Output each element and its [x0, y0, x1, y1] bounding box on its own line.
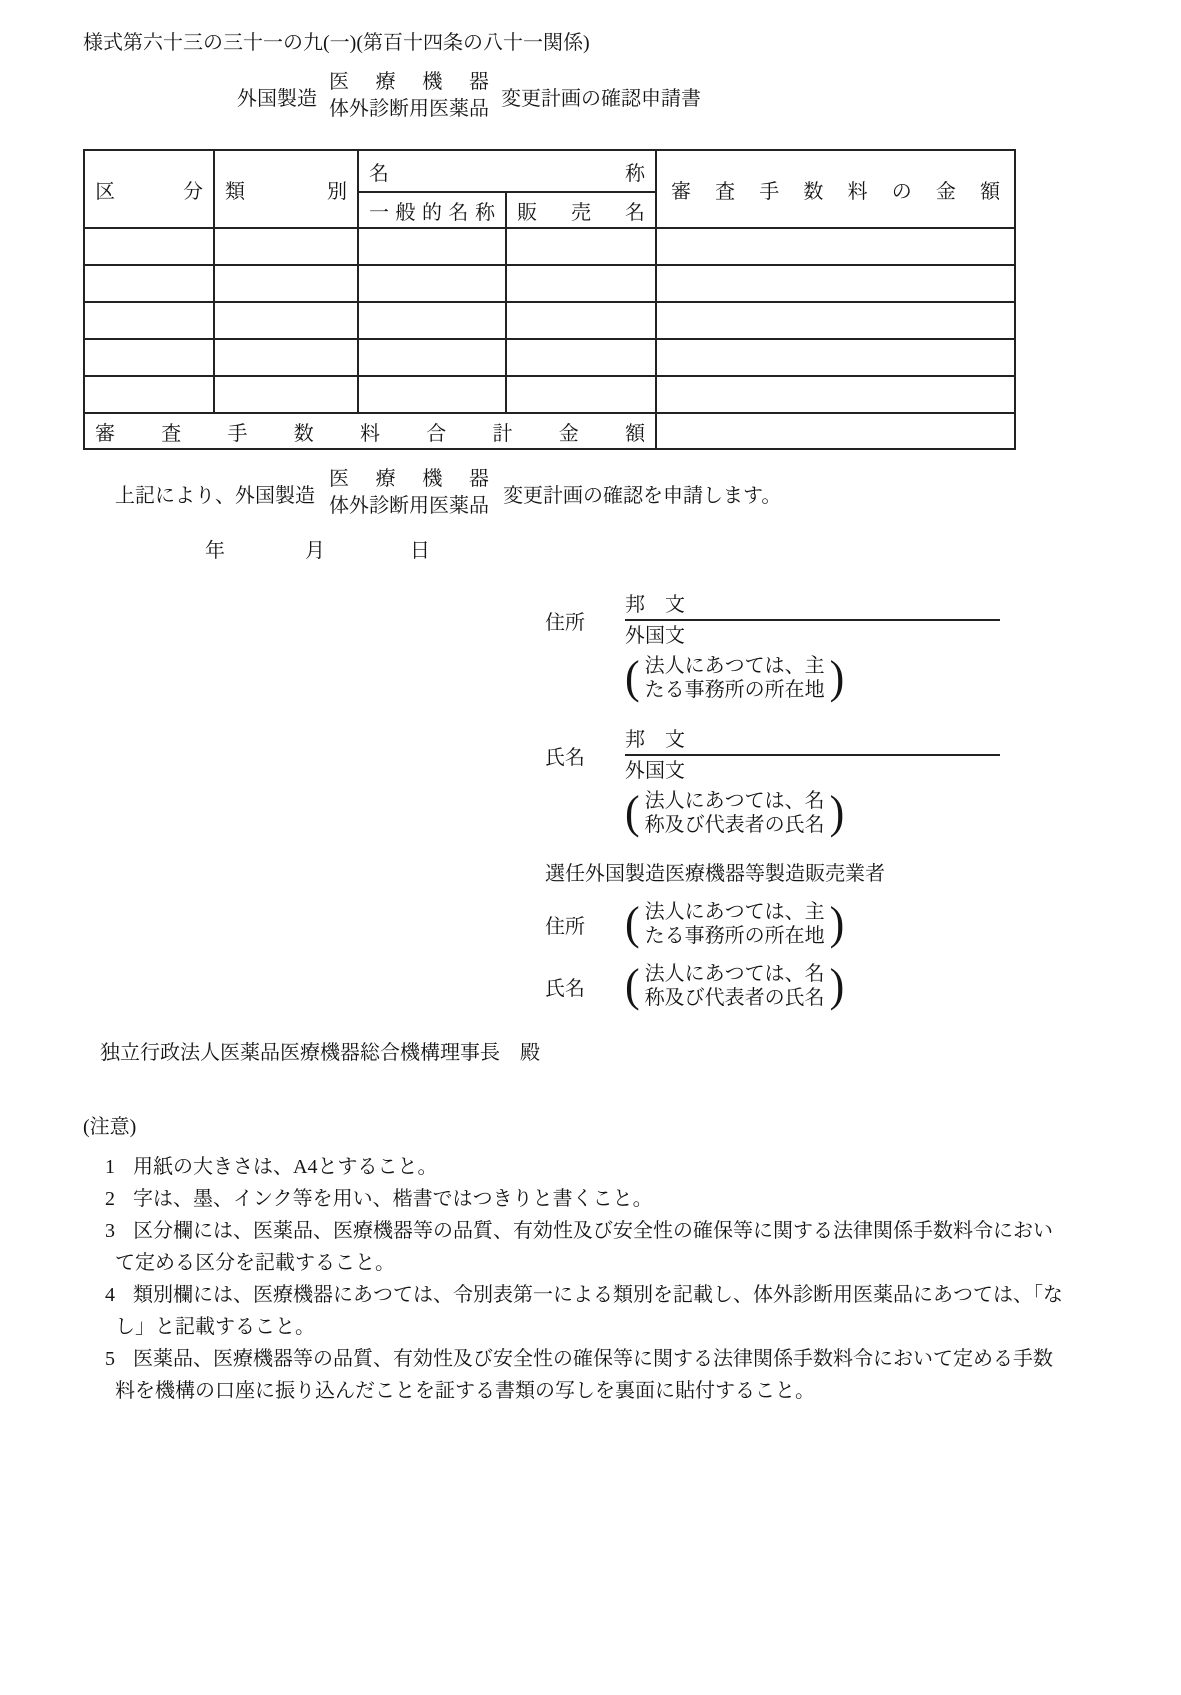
- applicant-address-foreign-line: 外国文: [625, 625, 685, 647]
- title-prefix: 外国製造: [237, 87, 317, 110]
- applicant-name-label: 氏名: [545, 747, 585, 769]
- cell-fee-row2[interactable]: [656, 265, 1015, 302]
- cell-generic-name-row4[interactable]: [358, 339, 506, 376]
- note-item-4: [83, 1279, 1068, 1343]
- date-line: [205, 534, 1181, 563]
- cell-fee-row4[interactable]: [656, 339, 1015, 376]
- agent-name-row: [545, 959, 1025, 1012]
- note-text: 字は、墨、インク等を用い、楷書ではつきりと書くこと。: [133, 1188, 653, 1210]
- header-ruibetsu: 類 別: [214, 150, 358, 228]
- date-year-label: 年: [205, 540, 225, 562]
- header-examination-fee: 審 査 手 数 料 の 金 額: [656, 150, 1015, 228]
- note-number: 3: [105, 1220, 115, 1242]
- note-line1: 法人にあつては、名: [644, 790, 825, 812]
- applicant-address-label: 住所: [545, 612, 585, 634]
- agent-name-label: 氏名: [545, 977, 585, 1000]
- cell-kubun-row1[interactable]: [84, 228, 214, 265]
- note-line1: 法人にあつては、主: [644, 901, 825, 923]
- domestic-script-label: 邦 文: [625, 594, 685, 616]
- header-kubun: 区 分: [84, 150, 214, 228]
- note-number: 2: [105, 1188, 115, 1210]
- note-item-3: [83, 1215, 1068, 1279]
- cell-ruibetsu-row2[interactable]: [214, 265, 358, 302]
- fee-table: [83, 149, 1016, 450]
- note-line2: たる事務所の所在地: [644, 925, 825, 947]
- addressee: 独立行政法人医薬品医療機器総合機構理事長 殿: [100, 1042, 540, 1064]
- cell-sales-name-row4[interactable]: [506, 339, 656, 376]
- title-category-device: 医 療 機 器: [329, 71, 489, 93]
- title-category-stack: [329, 69, 489, 123]
- open-paren: (: [625, 786, 640, 839]
- open-paren: (: [625, 651, 640, 704]
- note-number: 1: [105, 1156, 115, 1178]
- cell-generic-name-row5[interactable]: [358, 376, 506, 413]
- apply-suffix: 変更計画の確認を申請します。: [503, 484, 782, 507]
- applicant-name-foreign-line: 外国文: [625, 760, 685, 782]
- apply-category-ivd: 体外診断用医薬品: [329, 495, 489, 517]
- header-sales-name: 販 売 名: [506, 192, 656, 228]
- cell-sales-name-row2[interactable]: [506, 265, 656, 302]
- footer-total-label: 審 査 手 数 料 合 計 金 額: [84, 413, 656, 449]
- cell-generic-name-row2[interactable]: [358, 265, 506, 302]
- applicant-address-japanese-field[interactable]: [625, 593, 1000, 621]
- cell-ruibetsu-row3[interactable]: [214, 302, 358, 339]
- applicant-name-row: [545, 728, 1025, 783]
- notes-heading: (注意): [83, 1116, 137, 1138]
- form-title: [237, 69, 1181, 123]
- note-item-2: [83, 1183, 1068, 1215]
- cell-sales-name-row5[interactable]: [506, 376, 656, 413]
- form-number: 様式第六十三の三十一の九(一)(第百十四条の八十一関係): [83, 32, 590, 54]
- domestic-script-label: 邦 文: [625, 729, 685, 751]
- close-paren: ): [829, 897, 845, 950]
- cell-ruibetsu-row5[interactable]: [214, 376, 358, 413]
- note-text: 用紙の大きさは、A4とすること。: [133, 1156, 438, 1178]
- apply-category-stack: [329, 466, 489, 520]
- applicant-name-note: [625, 786, 1025, 839]
- open-paren: (: [625, 897, 640, 950]
- title-suffix: 変更計画の確認申請書: [501, 87, 701, 110]
- cell-fee-row5[interactable]: [656, 376, 1015, 413]
- apply-prefix: 上記により、外国製造: [115, 484, 315, 507]
- note-line1: 法人にあつては、主: [644, 655, 825, 677]
- note-number: 4: [105, 1284, 115, 1306]
- cell-kubun-row3[interactable]: [84, 302, 214, 339]
- note-line2: たる事務所の所在地: [644, 679, 825, 701]
- cell-fee-row3[interactable]: [656, 302, 1015, 339]
- cell-sales-name-row1[interactable]: [506, 228, 656, 265]
- open-paren: (: [625, 959, 640, 1012]
- cell-total-fee[interactable]: [656, 413, 1015, 449]
- signature-block: [545, 593, 1025, 1010]
- cell-generic-name-row3[interactable]: [358, 302, 506, 339]
- note-item-1: [83, 1151, 1068, 1183]
- header-generic-name: 一 般 的 名 称: [358, 192, 506, 228]
- application-sentence: [115, 466, 1181, 520]
- applicant-address-row: [545, 593, 1025, 648]
- note-line1: 法人にあつては、名: [644, 963, 825, 985]
- note-line2: 称及び代表者の氏名: [644, 987, 825, 1009]
- date-month-label: 月: [305, 540, 325, 562]
- note-text: 区分欄には、医薬品、医療機器等の品質、有効性及び安全性の確保等に関する法律関係手数料令において定める区分を記載すること。: [115, 1220, 1053, 1274]
- cell-kubun-row5[interactable]: [84, 376, 214, 413]
- applicant-address-note: [625, 651, 1025, 704]
- title-category-ivd: 体外診断用医薬品: [329, 98, 489, 120]
- cell-fee-row1[interactable]: [656, 228, 1015, 265]
- date-day-label: 日: [410, 540, 430, 562]
- agent-heading: 選任外国製造医療機器等製造販売業者: [545, 863, 885, 885]
- note-text: 医薬品、医療機器等の品質、有効性及び安全性の確保等に関する法律関係手数料令において定める手数料を機構の口座に振り込んだことを証する書類の写しを裏面に貼付すること。: [115, 1348, 1053, 1402]
- close-paren: ): [829, 959, 845, 1012]
- agent-address-label: 住所: [545, 915, 585, 938]
- cell-kubun-row4[interactable]: [84, 339, 214, 376]
- close-paren: ): [829, 786, 845, 839]
- cell-ruibetsu-row1[interactable]: [214, 228, 358, 265]
- note-item-5: [83, 1343, 1068, 1407]
- note-line2: 称及び代表者の氏名: [644, 814, 825, 836]
- note-number: 5: [105, 1348, 115, 1370]
- cell-sales-name-row3[interactable]: [506, 302, 656, 339]
- cell-ruibetsu-row4[interactable]: [214, 339, 358, 376]
- apply-category-device: 医 療 機 器: [329, 468, 489, 490]
- cell-kubun-row2[interactable]: [84, 265, 214, 302]
- agent-address-row: [545, 897, 1025, 950]
- close-paren: ): [829, 651, 845, 704]
- note-text: 類別欄には、医療機器にあつては、令別表第一による類別を記載し、体外診断用医薬品にあつては、「なし」と記載すること。: [115, 1284, 1063, 1338]
- notes-section: [83, 1111, 1068, 1407]
- header-meisho: 名 称: [358, 150, 656, 192]
- cell-generic-name-row1[interactable]: [358, 228, 506, 265]
- applicant-name-japanese-field[interactable]: [625, 728, 1000, 756]
